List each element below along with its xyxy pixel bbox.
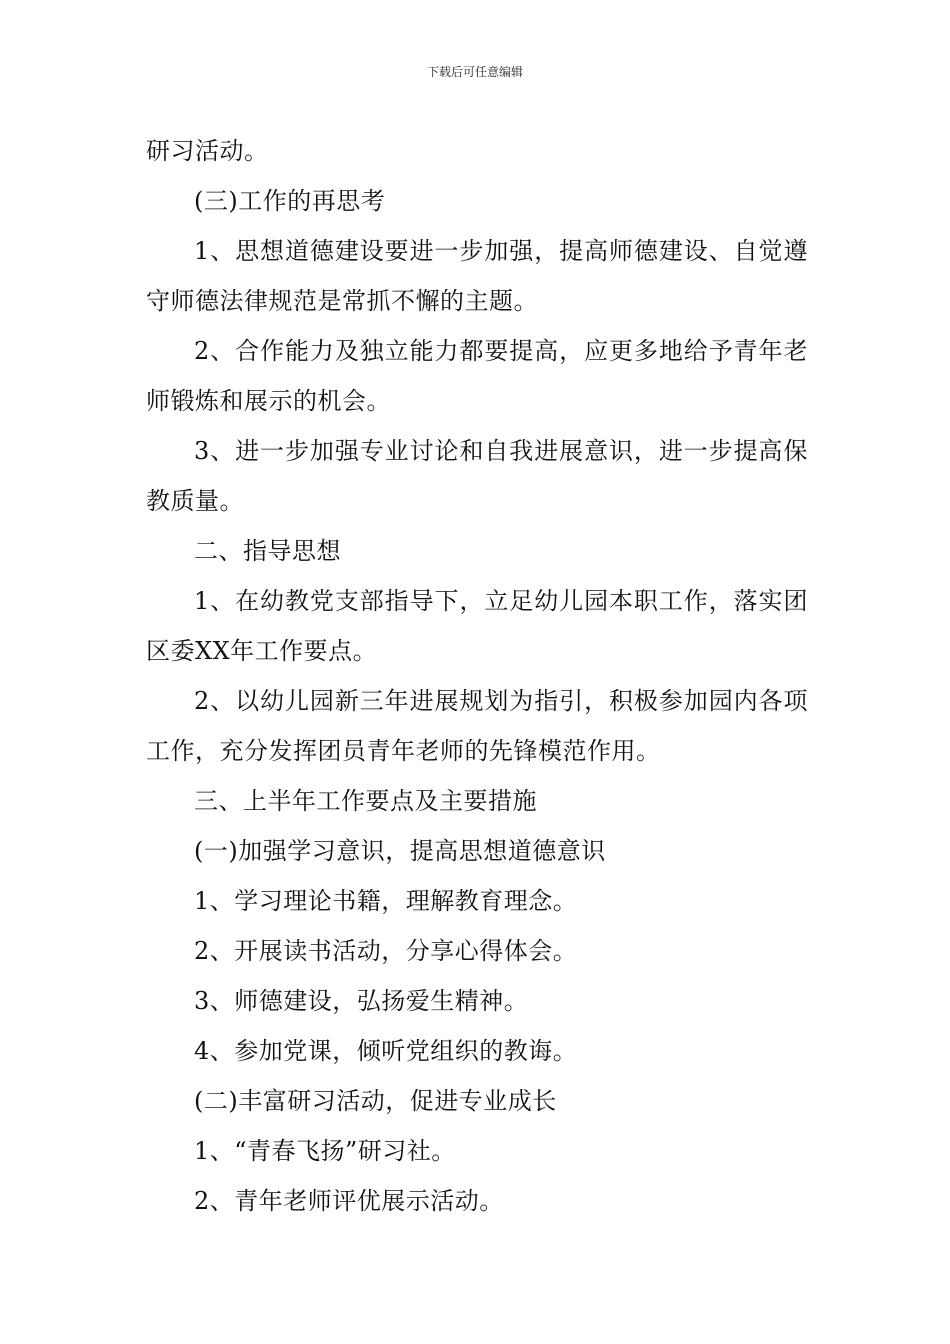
subsection-heading: (二)丰富研习活动，促进专业成长 (194, 1087, 557, 1115)
list-item: 2、青年老师评优展示活动。 (194, 1187, 504, 1215)
list-item: 1、学习理论书籍，理解教育理念。 (194, 887, 578, 915)
subsection-heading: (一)加强学习意识，提高思想道德意识 (194, 837, 606, 865)
paragraph: 2、以幼儿园新三年进展规划为指引，积极参加园内各项工作，充分发挥团员青年老师的先锋模范作用。 (146, 687, 808, 765)
paragraph: 研习活动。 (146, 137, 269, 165)
list-item: 2、开展读书活动，分享心得体会。 (194, 937, 578, 965)
paragraph: 2、合作能力及独立能力都要提高，应更多地给予青年老师锻炼和展示的机会。 (146, 337, 808, 415)
paragraph: 1、在幼教党支部指导下，立足幼儿园本职工作，落实团区委XX年工作要点。 (146, 587, 808, 665)
list-item: 1、“青春飞扬”研习社。 (194, 1137, 456, 1165)
document-body (146, 126, 808, 1226)
section-heading: (三)工作的再思考 (194, 187, 386, 215)
list-item: 3、师德建设，弘扬爱生精神。 (194, 987, 529, 1015)
section-heading: 二、指导思想 (194, 537, 341, 565)
paragraph: 3、进一步加强专业讨论和自我进展意识，进一步提高保教质量。 (146, 437, 808, 515)
list-item: 4、参加党课，倾听党组织的教诲。 (194, 1037, 578, 1065)
section-heading: 三、上半年工作要点及主要措施 (194, 787, 537, 815)
paragraph: 1、思想道德建设要进一步加强，提高师德建设、自觉遵守师德法律规范是常抓不懈的主题。 (146, 237, 808, 315)
page-header: 下载后可任意编辑 (426, 65, 523, 79)
